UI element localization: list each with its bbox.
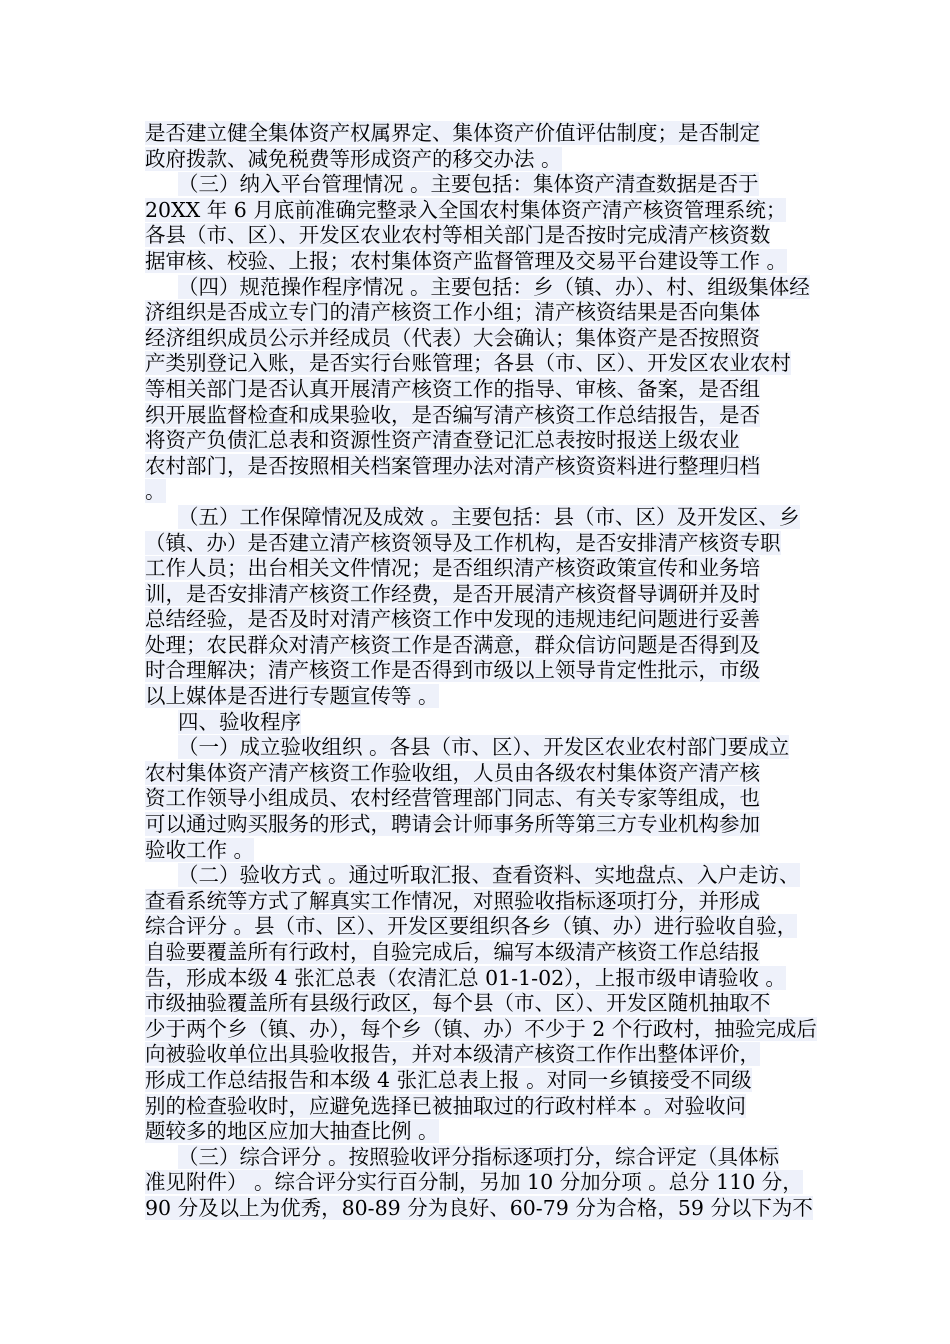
text-line (145, 607, 825, 633)
text-line (145, 1170, 825, 1196)
text-line (145, 838, 825, 864)
text-line-content: （三）综合评分 。按照验收评分指标逐项打分，综合评定（具体标 (178, 1144, 780, 1169)
text-line (145, 300, 825, 326)
text-line (145, 1196, 825, 1222)
text-line (145, 249, 825, 275)
text-line (145, 556, 825, 582)
text-line-content: 处理；农民群众对清产核资工作是否满意，群众信访问题是否得到及 (145, 632, 760, 657)
text-line (145, 735, 825, 761)
text-line (145, 198, 825, 224)
text-line-content: 等相关部门是否认真开展清产核资工作的指导、审核、备案，是否组 (145, 376, 760, 401)
text-line-content: 各县（市、区）、开发区农业农村等相关部门是否按时完成清产核资数 (145, 223, 771, 248)
text-line (145, 684, 825, 710)
text-line-content: 20XX 年 6 月底前准确完整录入全国农村集体资产清产核资管理系统； (145, 197, 787, 222)
text-line-content: 四、验收程序 (178, 709, 301, 734)
text-line (145, 658, 825, 684)
text-line-content: （四）规范操作程序情况 。主要包括：乡（镇、办）、村、组级集体经 (178, 274, 810, 299)
text-line-content: 向被验收单位出具验收报告，并对本级清产核资工作作出整体评价， (145, 1042, 760, 1067)
text-line-content: （二）验收方式 。通过听取汇报、查看资料、实地盘点、入户走访、 (178, 863, 800, 888)
text-line-content: 织开展监督检查和成果验收，是否编写清产核资工作总结报告，是否 (145, 402, 760, 427)
text-line (145, 531, 825, 557)
text-line (145, 479, 825, 505)
text-line-content: 经济组织成员公示并经成员（代表）大会确认；集体资产是否按照资 (145, 325, 760, 350)
text-line-content: 总结经验，是否及时对清产核资工作中发现的违规违纪问题进行妥善 (145, 607, 760, 632)
document-body (145, 121, 825, 1222)
text-line (145, 351, 825, 377)
text-line (145, 326, 825, 352)
text-line-content: （一）成立验收组织 。各县（市、区）、开发区农业农村部门要成立 (178, 735, 790, 760)
text-line-content: 是否建立健全集体资产权属界定、集体资产价值评估制度；是否制定 (145, 121, 760, 145)
text-line-content: 农村部门，是否按照相关档案管理办法对清产核资资料进行整理归档 (145, 453, 760, 478)
text-line (145, 172, 825, 198)
text-line-content: 市级抽验覆盖所有县级行政区，每个县（市、区）、开发区随机抽取不 (145, 991, 771, 1016)
text-line (145, 761, 825, 787)
text-line (145, 1042, 825, 1068)
text-line-content: 告，形成本级 4 张汇总表（农清汇总 01-1-02），上报市级申请验收 。 (145, 965, 786, 990)
text-line-content: 政府拨款、减免税费等形成资产的移交办法 。 (145, 146, 562, 171)
text-line (145, 889, 825, 915)
text-line (145, 1017, 825, 1043)
text-line (145, 454, 825, 480)
text-line (145, 1068, 825, 1094)
text-line-content: 将资产负债汇总表和资源性资产清查登记汇总表按时报送上级农业 (145, 428, 740, 453)
text-line-content: （三）纳入平台管理情况 。主要包括：集体资产清查数据是否于 (178, 172, 759, 197)
text-line-content: 少于两个乡（镇、办），每个乡（镇、办）不少于 2 个行政村，抽验完成后 (145, 1016, 817, 1041)
text-line-content: 时合理解决；清产核资工作是否得到市级以上领导肯定性批示，市级 (145, 658, 760, 683)
text-line-content: 农村集体资产清产核资工作验收组，人员由各级农村集体资产清产核 (145, 760, 760, 785)
text-line (145, 147, 825, 173)
text-line (145, 940, 825, 966)
text-line-content: 90 分及以上为优秀，80-89 分为良好、60-79 分为合格，59 分以下为不 (145, 1195, 813, 1220)
text-line (145, 1145, 825, 1171)
text-line (145, 275, 825, 301)
text-line (145, 991, 825, 1017)
text-line (145, 505, 825, 531)
text-line (145, 223, 825, 249)
text-line (145, 633, 825, 659)
text-line-content: 自验要覆盖所有行政村，自验完成后，编写本级清产核资工作总结报 (145, 940, 760, 964)
text-line-content: 题较多的地区应加大抽查比例 。 (145, 1119, 439, 1144)
text-line-content: 以上媒体是否进行专题宣传等 。 (145, 684, 439, 709)
text-line (145, 710, 825, 736)
text-line-content: 可以通过购买服务的形式，聘请会计师事务所等第三方专业机构参加 (145, 812, 760, 837)
text-line-content: 查看系统等方式了解真实工作情况，对照验收指标逐项打分，并形成 (145, 888, 760, 913)
text-line-content: 。 (145, 479, 166, 504)
text-line-content: 产类别登记入账，是否实行台账管理；各县（市、区）、开发区农业农村 (145, 351, 791, 376)
text-line-content: 据审核、校验、上报；农村集体资产监督管理及交易平台建设等工作 。 (145, 248, 788, 273)
text-line-content: （五）工作保障情况及成效 。主要包括：县（市、区）及开发区、乡 (178, 504, 800, 529)
text-line-content: 训，是否安排清产核资工作经费，是否开展清产核资督导调研并及时 (145, 581, 760, 606)
text-line (145, 786, 825, 812)
text-line (145, 863, 825, 889)
text-line (145, 582, 825, 608)
text-line (145, 914, 825, 940)
text-line-content: 资工作领导小组成员、农村经营管理部门同志、有关专家等组成，也 (145, 786, 760, 811)
text-line (145, 966, 825, 992)
text-line (145, 121, 825, 147)
text-line-content: 济组织是否成立专门的清产核资工作小组；清产核资结果是否向集体 (145, 300, 760, 325)
text-line-content: 别的检查验收时，应避免选择已被抽取过的行政村样本 。对验收问 (145, 1093, 747, 1118)
text-line-content: 验收工作 。 (145, 837, 255, 862)
text-line-content: （镇、办）是否建立清产核资领导及工作机构，是否安排清产核资专职 (145, 530, 781, 555)
text-line-content: 准见附件） 。综合评分实行百分制，另加 10 分加分项 。总分 110 分， (145, 1170, 803, 1195)
text-line (145, 812, 825, 838)
text-line (145, 403, 825, 429)
text-line-content: 综合评分 。县（市、区）、开发区要组织各乡（镇、办）进行验收自验， (145, 914, 798, 939)
text-line (145, 1094, 825, 1120)
text-line (145, 1119, 825, 1145)
text-line (145, 377, 825, 403)
text-line-content: 形成工作总结报告和本级 4 张汇总表上报 。对同一乡镇接受不同级 (145, 1067, 752, 1092)
text-line (145, 428, 825, 454)
text-line-content: 工作人员；出台相关文件情况；是否组织清产核资政策宣传和业务培 (145, 556, 760, 581)
